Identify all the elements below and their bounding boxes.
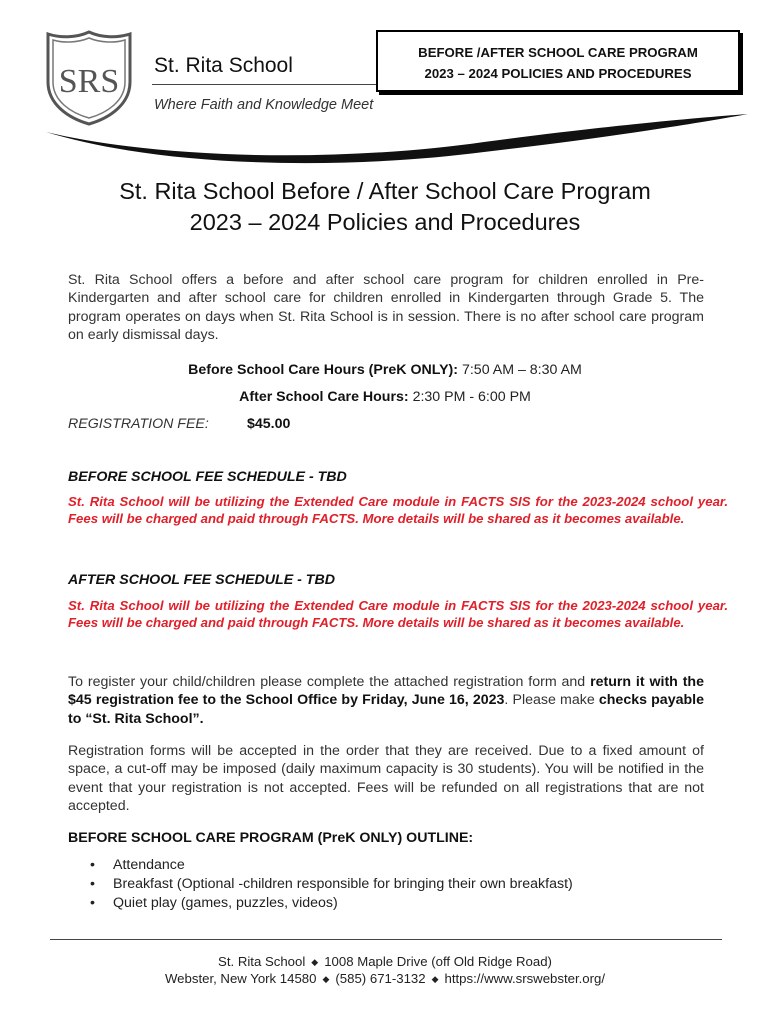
before-fee-schedule-note: St. Rita School will be utilizing the Extended Care module in FACTS SIS for the 2023-2024 school year. Fees will be charged and paid through FACTS. More details will be shared as it becomes available. bbox=[68, 494, 728, 526]
program-outline-heading: BEFORE SCHOOL CARE PROGRAM (PreK ONLY) OUTLINE: bbox=[68, 830, 474, 846]
before-fee-schedule-heading: BEFORE SCHOOL FEE SCHEDULE - TBD bbox=[68, 469, 347, 485]
bullet-icon: • bbox=[90, 857, 95, 873]
program-outline-list bbox=[88, 856, 573, 913]
after-hours-label: After School Care Hours: bbox=[239, 389, 409, 405]
registration-fee-value: $45.00 bbox=[247, 416, 291, 432]
program-title-line1: BEFORE /AFTER SCHOOL CARE PROGRAM bbox=[418, 45, 698, 60]
register-text-1: To register your child/children please complete the attached registration form and bbox=[68, 674, 591, 690]
after-care-hours bbox=[0, 389, 770, 405]
page-title-line1: St. Rita School Before / After School Care Program bbox=[119, 178, 651, 204]
tagline: Where Faith and Knowledge Meet bbox=[154, 97, 374, 113]
before-care-hours bbox=[0, 362, 770, 378]
footer-website-link[interactable]: https://www.srswebster.org/ bbox=[444, 971, 606, 986]
registration-policy-paragraph: Registration forms will be accepted in the order that they are received. Due to a fixed amount of space, a cut-off may be imposed (daily maximum capacity is 30 students). You will be notified in the event that your registration is not accepted. Fees will be refunded on all registrations that are not accepted. bbox=[68, 743, 704, 815]
registration-fee-label: REGISTRATION FEE: bbox=[68, 416, 209, 432]
bullet-icon: • bbox=[90, 895, 95, 911]
register-text-2: . Please make bbox=[504, 692, 599, 709]
before-hours-value: 7:50 AM – 8:30 AM bbox=[461, 362, 582, 378]
page-title-line2: 2023 – 2024 Policies and Procedures bbox=[189, 209, 581, 235]
after-hours-value: 2:30 PM - 6:00 PM bbox=[412, 389, 531, 405]
register-text-bold-2: checks payable to “St. Rita School”. bbox=[68, 692, 704, 727]
footer-address-line bbox=[0, 954, 770, 969]
footer-contact-line bbox=[0, 971, 770, 986]
decorative-swoosh bbox=[44, 112, 750, 172]
after-fee-schedule-heading: AFTER SCHOOL FEE SCHEDULE - TBD bbox=[68, 572, 335, 588]
list-item-text: Attendance bbox=[113, 857, 185, 873]
registration-instructions bbox=[68, 673, 704, 728]
register-text-bold-1: return it with the $45 registration fee to the School Office by Friday, June 16, 2023 bbox=[68, 674, 704, 709]
after-fee-schedule-note: St. Rita School will be utilizing the Extended Care module in FACTS SIS for the 2023-2024 school year. Fees will be charged and paid through FACTS. More details will be shared as it becomes available. bbox=[68, 598, 728, 630]
logo-lettering: SRS bbox=[58, 63, 120, 100]
diamond-separator-icon: ◆ bbox=[322, 974, 330, 985]
diamond-separator-icon: ◆ bbox=[311, 957, 319, 968]
school-name: St. Rita School bbox=[154, 54, 293, 77]
program-title-line2: 2023 – 2024 POLICIES AND PROCEDURES bbox=[424, 66, 692, 81]
footer-school-name: St. Rita School bbox=[218, 954, 306, 969]
footer-city: Webster, New York 14580 bbox=[164, 971, 317, 986]
before-hours-label: Before School Care Hours (PreK ONLY): bbox=[188, 362, 459, 378]
intro-paragraph: St. Rita School offers a before and after school care program for children enrolled in Pre-Kindergarten and after school care for children enrolled in Kindergarten through Grade 5. The program operates on days when St. Rita School is in session. There is no after school care program on early dismissal days. bbox=[68, 272, 704, 344]
list-item bbox=[88, 875, 573, 894]
diamond-separator-icon: ◆ bbox=[431, 974, 439, 985]
page-title bbox=[0, 176, 770, 238]
program-title-box bbox=[376, 30, 740, 92]
bullet-icon: • bbox=[90, 876, 95, 892]
list-item bbox=[88, 856, 573, 875]
divider bbox=[152, 84, 376, 85]
list-item-text: Breakfast (Optional -children responsible for bringing their own breakfast) bbox=[113, 876, 573, 892]
footer-divider bbox=[50, 939, 722, 940]
list-item bbox=[88, 894, 573, 913]
footer-phone: (585) 671-3132 bbox=[335, 971, 426, 986]
footer-address: 1008 Maple Drive (off Old Ridge Road) bbox=[324, 954, 552, 969]
list-item-text: Quiet play (games, puzzles, videos) bbox=[113, 895, 338, 911]
